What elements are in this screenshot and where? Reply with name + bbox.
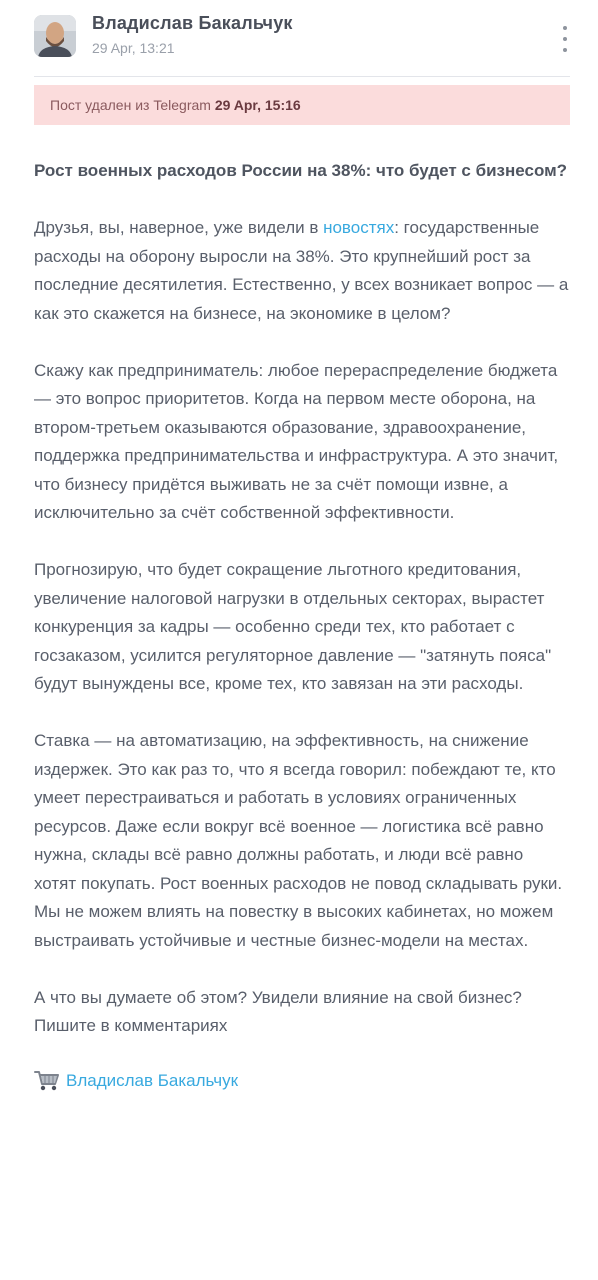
signature-link[interactable]: Владислав Бакальчук: [66, 1071, 239, 1090]
post-paragraph-5: А что вы думаете об этом? Увидели влияние на свой бизнес? Пишите в комментариях: [34, 987, 522, 1035]
post-paragraph-4: Ставка — на автоматизацию, на эффективность, на снижение издержек. Это как раз то, что я всегда говорил: побеждают те, кто умеет перестраиваться и работать в условиях ограниченных ресурсов. Даже если вокруг всё военное — логистика всё равно нужна, склады всё равно должны работать, и люди всё равно хотят покупать. Рост военных расходов не повод складывать руки. Мы не можем влиять на повестку в высоких кабинетах, но можем выстраивать устойчивые и честные бизнес-модели на местах.: [34, 731, 563, 950]
p1-text-before: Друзья, вы, наверное, уже видели в: [34, 218, 324, 237]
author-block: [92, 13, 293, 56]
post-paragraph-3: Прогнозирую, что будет сокращение льготного кредитования, увеличение налоговой нагрузки в отдельных секторах, вырастет конкуренция за кадры — особенно среди тех, кто работает с госзаказом, усилится регуляторное давление — "затянуть пояса" будут вынуждены все, кроме тех, кто завязан на эти расходы.: [34, 560, 552, 693]
deleted-banner: [34, 85, 570, 125]
menu-dot: [563, 26, 567, 30]
p1-text-after: : государственные расходы на оборону выросли на 38%. Это крупнейший рост за последние десятилетия. Естественно, у всех возникает вопрос — а как это скажется на бизнесе, на экономике в целом?: [34, 218, 569, 323]
post-header: [34, 0, 570, 77]
post-paragraph-2: Скажу как предприниматель: любое перераспределение бюджета — это вопрос приоритетов. Когда на первом месте оборона, на втором-третьем оказываются образование, здравоохранение, поддержка предпринимательства и инфраструктура. А это значит, что бизнесу придётся выживать не за счёт помощи извне, а исключительно за счёт собственной эффективности.: [34, 360, 559, 522]
post-time: 29 Apr, 13:21: [92, 40, 175, 56]
deleted-banner-date: 29 Apr, 15:16: [214, 97, 301, 113]
avatar-image: [34, 15, 76, 57]
shopping-cart-icon: [34, 1070, 60, 1092]
more-vertical-icon[interactable]: [558, 26, 572, 52]
news-link[interactable]: новостях: [323, 218, 395, 237]
menu-dot: [563, 48, 567, 52]
menu-dot: [563, 37, 567, 41]
signature: [34, 1067, 570, 1096]
author-name[interactable]: Владислав Бакальчук: [92, 13, 293, 33]
post-body: [34, 157, 570, 1096]
post-title: Рост военных расходов России на 38%: что будет с бизнесом?: [34, 161, 568, 180]
deleted-banner-text: Пост удален из Telegram: [50, 97, 215, 113]
post-paragraph-1: [34, 214, 570, 328]
avatar[interactable]: [34, 15, 76, 57]
